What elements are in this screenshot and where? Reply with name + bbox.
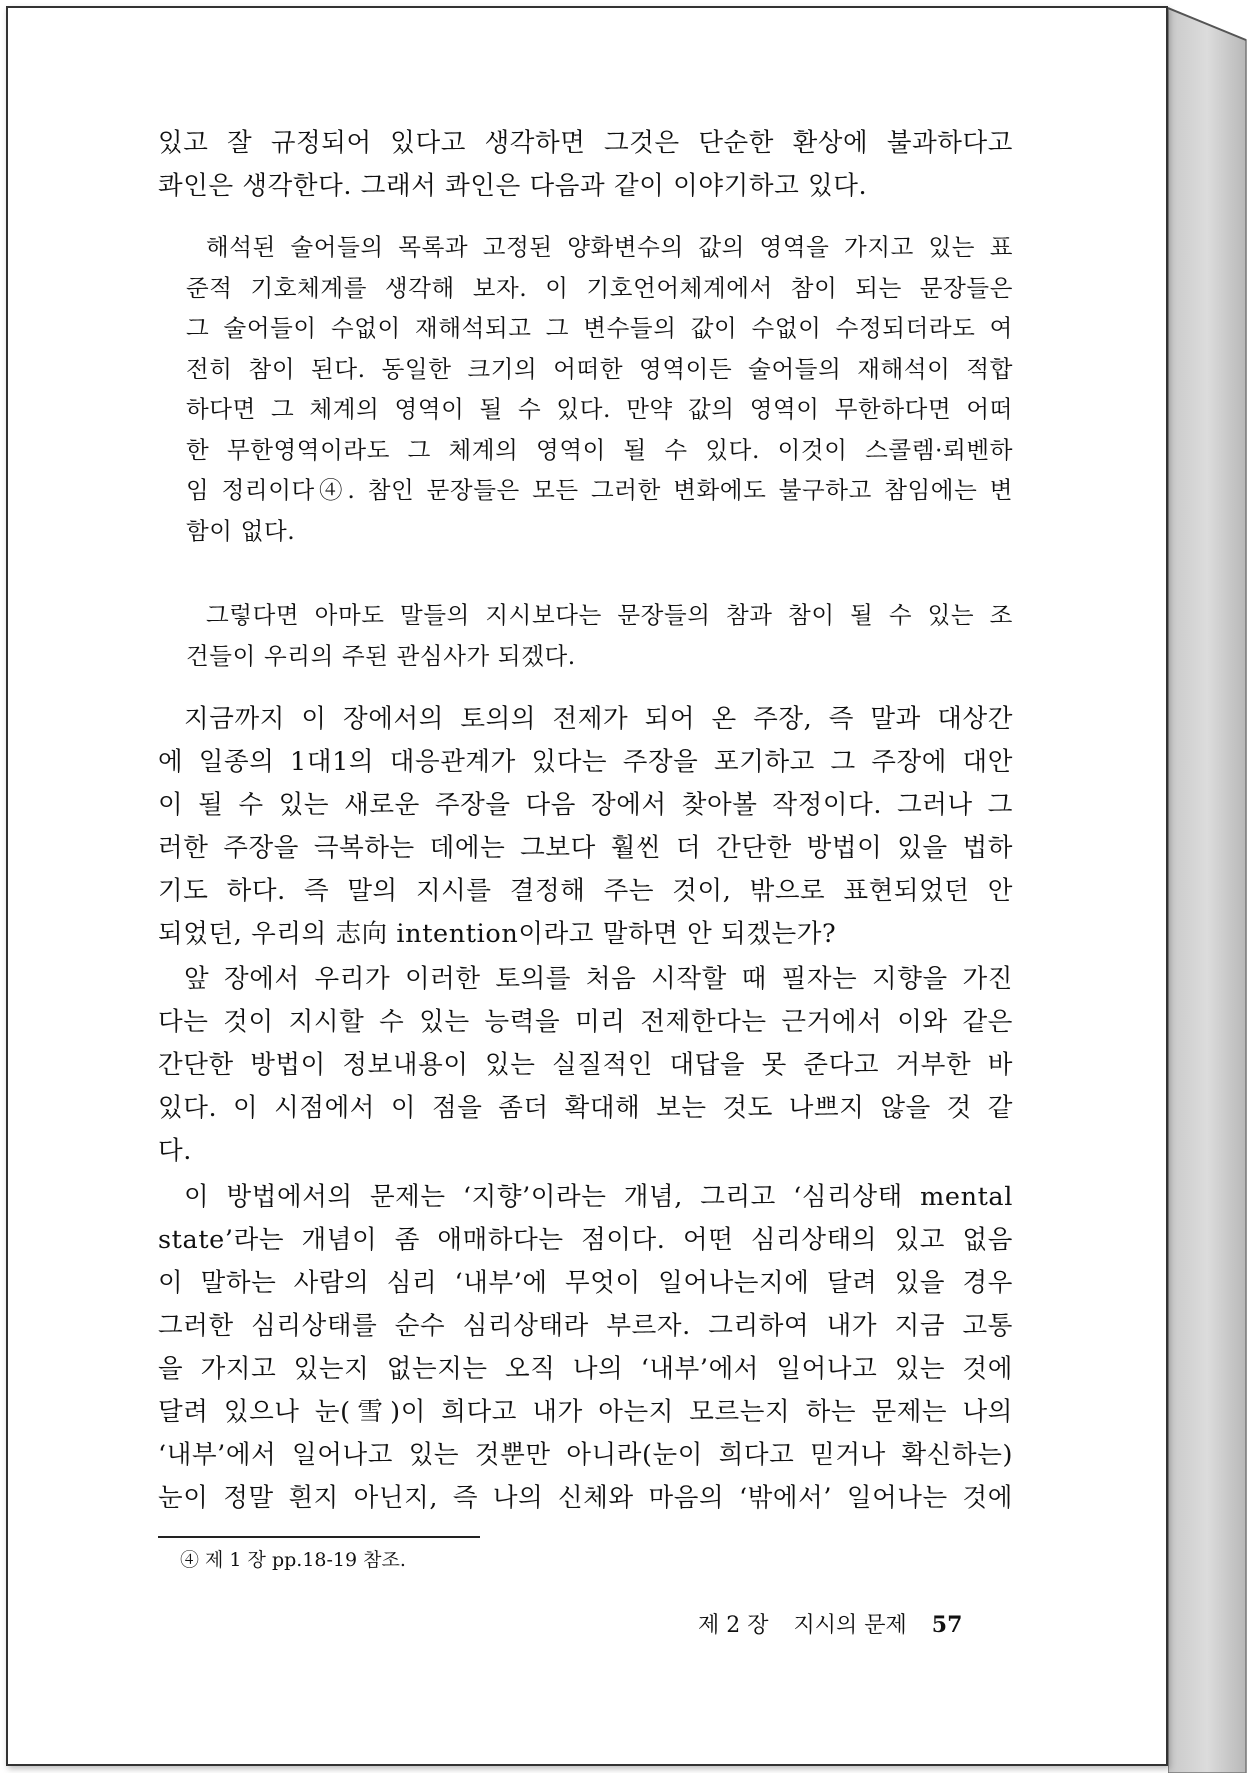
footer-title: 지시의 문제 [793, 1613, 907, 1638]
text-line: 이 말하는 사람의 심리 ‘내부’에 무엇이 일어나는지에 달려 있을 경우 [158, 1268, 1013, 1298]
text-line: 지금까지 이 장에서의 토의의 전제가 되어 온 주장, 즉 말과 대상간 [184, 704, 1013, 734]
text-line: 기도 하다. 즉 말의 지시를 결정해 주는 것이, 밖으로 표현되었던 안 [158, 876, 1013, 906]
footnote: ④ 제 1 장 pp.18-19 참조. [180, 1549, 406, 1571]
text-line: ‘내부’에서 일어나고 있는 것뿐만 아니라(눈이 희다고 믿거나 확신하는) [158, 1440, 1013, 1470]
text-line: 임 정리이다④. 참인 문장들은 모든 그러한 변화에도 불구하고 참임에는 변 [186, 476, 1013, 504]
text-line: 간단한 방법이 정보내용이 있는 실질적인 대답을 못 준다고 거부한 바 [158, 1050, 1013, 1080]
text-line: 앞 장에서 우리가 이러한 토의를 처음 시작할 때 필자는 지향을 가진 [184, 964, 1013, 994]
paragraph-2 [158, 698, 1013, 956]
text-line: 해석된 술어들의 목록과 고정된 양화변수의 값의 영역을 가지고 있는 표 [206, 233, 1013, 261]
text-line: 이 될 수 있는 새로운 주장을 다음 장에서 찾아볼 작정이다. 그러나 그 [158, 790, 1013, 820]
page-number: 57 [931, 1612, 963, 1638]
text-line: 다. [158, 1136, 192, 1166]
paragraph-1 [158, 122, 1013, 208]
text-line: 건들이 우리의 주된 관심사가 되겠다. [186, 641, 576, 670]
text-line: 그러한 심리상태를 순수 심리상태라 부르자. 그리하여 내가 지금 고통 [158, 1311, 1013, 1341]
text-line: 에 일종의 1대1의 대응관계가 있다는 주장을 포기하고 그 주장에 대안 [158, 747, 1013, 777]
text-line: 하다면 그 체계의 영역이 될 수 있다. 만약 값의 영역이 무한하다면 어떠 [186, 395, 1013, 423]
running-footer [698, 1610, 998, 1641]
text-line: 을 가지고 있는지 없는지는 오직 나의 ‘내부’에서 일어나고 있는 것에 [158, 1354, 1013, 1384]
text-line: state’라는 개념이 좀 애매하다는 점이다. 어떤 심리상태의 있고 없음 [158, 1225, 1013, 1255]
text-line: 러한 주장을 극복하는 데에는 그보다 훨씬 더 간단한 방법이 있을 법하 [158, 833, 1013, 863]
paragraph-4 [158, 1176, 1013, 1520]
block-quote-1 [186, 227, 1013, 551]
text-line: 그 술어들이 수없이 재해석되고 그 변수들의 값이 수없이 수정되더라도 여 [186, 314, 1013, 342]
text-line: 전히 참이 된다. 동일한 크기의 어떠한 영역이든 술어들의 재해석이 적합 [186, 354, 1013, 383]
text-line: 콰인은 생각한다. 그래서 콰인은 다음과 같이 이야기하고 있다. [158, 171, 868, 201]
text-line: 한 무한영역이라도 그 체계의 영역이 될 수 있다. 이것이 스콜렘·뢰벤하 [186, 435, 1013, 464]
text-line: 함이 없다. [186, 516, 296, 545]
footnote-rule [158, 1536, 480, 1538]
text-line: 그렇다면 아마도 말들의 지시보다는 문장들의 참과 참이 될 수 있는 조 [206, 601, 1013, 629]
footer-chapter: 제 2 장 [698, 1613, 769, 1638]
block-quote-2 [186, 595, 1013, 676]
text-line: 눈이 정말 흰지 아닌지, 즉 나의 신체와 마음의 ‘밖에서’ 일어나는 것에 [158, 1483, 1013, 1513]
text-line: 있다. 이 시점에서 이 점을 좀더 확대해 보는 것도 나쁘지 않을 것 같 [158, 1093, 1013, 1123]
text-line: 준적 기호체계를 생각해 보자. 이 기호언어체계에서 참이 되는 문장들은 [186, 273, 1013, 302]
text-line: 이 방법에서의 문제는 ‘지향’이라는 개념, 그리고 ‘심리상태 mental [184, 1182, 1013, 1212]
book-edge-decoration [1168, 0, 1258, 1773]
text-line: 달려 있으나 눈(雪)이 희다고 내가 아는지 모르는지 하는 문제는 나의 [158, 1397, 1013, 1427]
text-line: 있고 잘 규정되어 있다고 생각하면 그것은 단순한 환상에 불과하다고 [158, 128, 1013, 158]
paragraph-3 [158, 958, 1013, 1173]
text-line: 되었던, 우리의 志向 intention이라고 말하면 안 되겠는가? [158, 919, 837, 949]
text-line: 다는 것이 지시할 수 있는 능력을 미리 전제한다는 근거에서 이와 같은 [158, 1007, 1013, 1037]
